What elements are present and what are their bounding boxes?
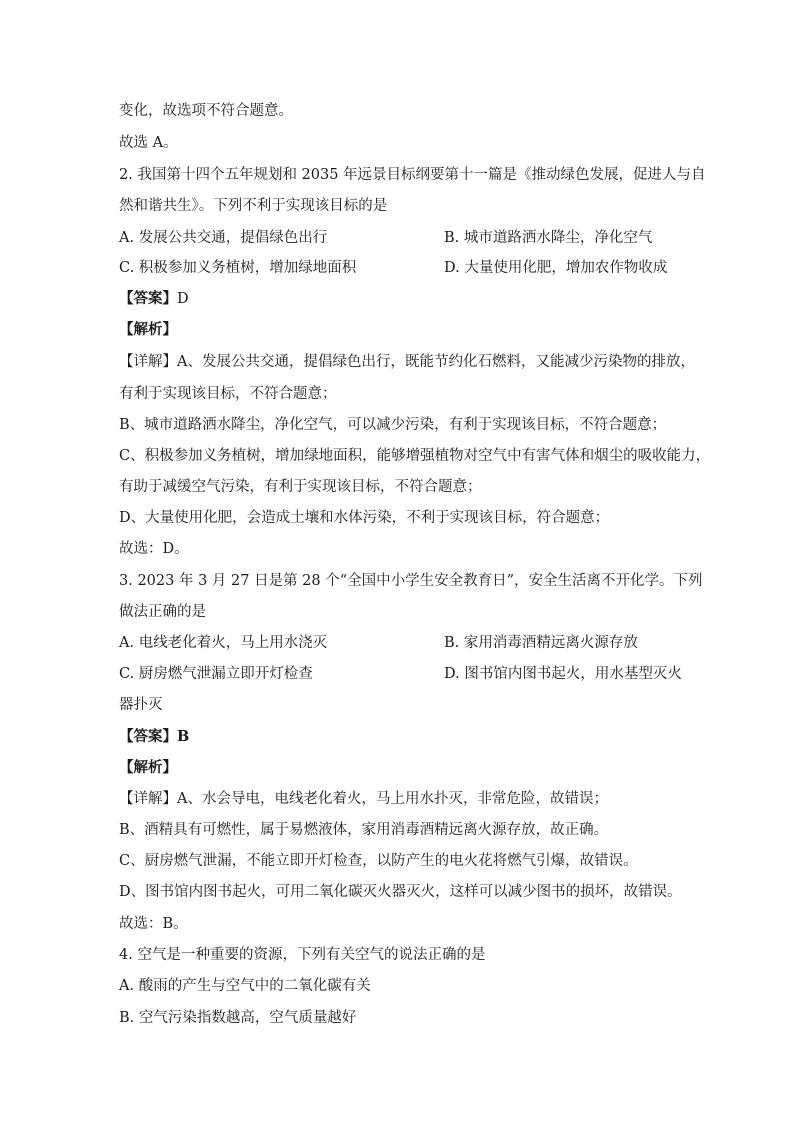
q2-option-d: D. 大量使用化肥，增加农作物收成 — [444, 260, 668, 276]
q4-option-b: B. 空气污染指数越高，空气质量越好 — [119, 1010, 357, 1026]
q1-tail-line: 变化，故选项不符合题意。 — [119, 103, 293, 119]
q3-stem-line1: 3. 2023 年 3 月 27 日是第 28 个“全国中小学生安全教育日”，安全生活离不开化学。下列 — [119, 573, 703, 589]
q2-stem-line1: 2. 我国第十四个五年规划和 2035 年远景目标纲要第十一篇是《推动绿色发展，促进人与自 — [119, 167, 706, 183]
q2-detail-line3: B、城市道路洒水降尘，净化空气，可以减少污染，有利于实现该目标，不符合题意； — [119, 417, 667, 433]
q3-option-d-line2: 器扑灭 — [119, 697, 163, 713]
q3-detail-line3: C、厨房燃气泄漏，不能立即开灯检查，以防产生的电火花将燃气引爆，故错误。 — [119, 853, 638, 869]
q2-detail-line6: D、大量使用化肥，会造成土壤和水体污染，不利于实现该目标，符合题意； — [119, 510, 610, 526]
q3-answer: 【答案】B — [119, 728, 190, 745]
q2-option-a: A. 发展公共交通，提倡绿色出行 — [119, 230, 328, 246]
q2-detail-line2: 有利于实现该目标，不符合题意； — [119, 386, 337, 402]
q2-conclusion: 故选：D。 — [119, 541, 189, 557]
q3-detail-line2: B、酒精具有可燃性，属于易燃液体，家用消毒酒精远离火源存放，故正确。 — [119, 822, 609, 838]
q2-detail-line4: C、积极参加义务植树，增加绿地面积，能够增强植物对空气中有害气体和烟尘的吸收能力， — [119, 448, 711, 464]
q4-stem-line1: 4. 空气是一种重要的资源，下列有关空气的说法正确的是 — [119, 947, 486, 963]
q3-stem-line2: 做法正确的是 — [119, 604, 206, 620]
q3-detail-line4: D、图书馆内图书起火，可用二氧化碳灭火器灭火，这样可以减少图书的损坏，故错误。 — [119, 884, 682, 900]
q3-detail-line1: 【详解】A、水会导电，电线老化着火，马上用水扑灭，非常危险，故错误； — [119, 791, 608, 807]
q3-option-d-line1: D. 图书馆内图书起火，用水基型灭火 — [444, 666, 682, 682]
q2-detail-line1: 【详解】A、发展公共交通，提倡绿色出行，既能节约化石燃料，又能减少污染物的排放， — [119, 354, 695, 370]
q2-stem-line2: 然和谐共生》。下列不利于实现该目标的是 — [119, 198, 388, 214]
q2-option-b: B. 城市道路洒水降尘，净化空气 — [444, 230, 653, 246]
q3-option-c: C. 厨房燃气泄漏立即开灯检查 — [119, 666, 313, 682]
q3-option-b: B. 家用消毒酒精远离火源存放 — [444, 635, 638, 651]
q2-answer-label: 【答案】 — [119, 290, 177, 307]
q4-option-a: A. 酸雨的产生与空气中的二氧化碳有关 — [119, 978, 371, 994]
q3-analysis-heading: 【解析】 — [119, 759, 177, 776]
q2-detail-line5: 有助于减缓空气污染，有利于实现该目标，不符合题意； — [119, 479, 482, 495]
q1-conclusion: 故选 A。 — [119, 135, 178, 151]
q2-option-c: C. 积极参加义务植树，增加绿地面积 — [119, 260, 357, 276]
q2-answer-text: D — [177, 291, 189, 307]
q2-analysis-heading: 【解析】 — [119, 321, 177, 338]
q3-conclusion: 故选：B。 — [119, 916, 188, 932]
q2-answer — [119, 289, 189, 309]
q3-option-a: A. 电线老化着火，马上用水浇灭 — [119, 635, 328, 651]
